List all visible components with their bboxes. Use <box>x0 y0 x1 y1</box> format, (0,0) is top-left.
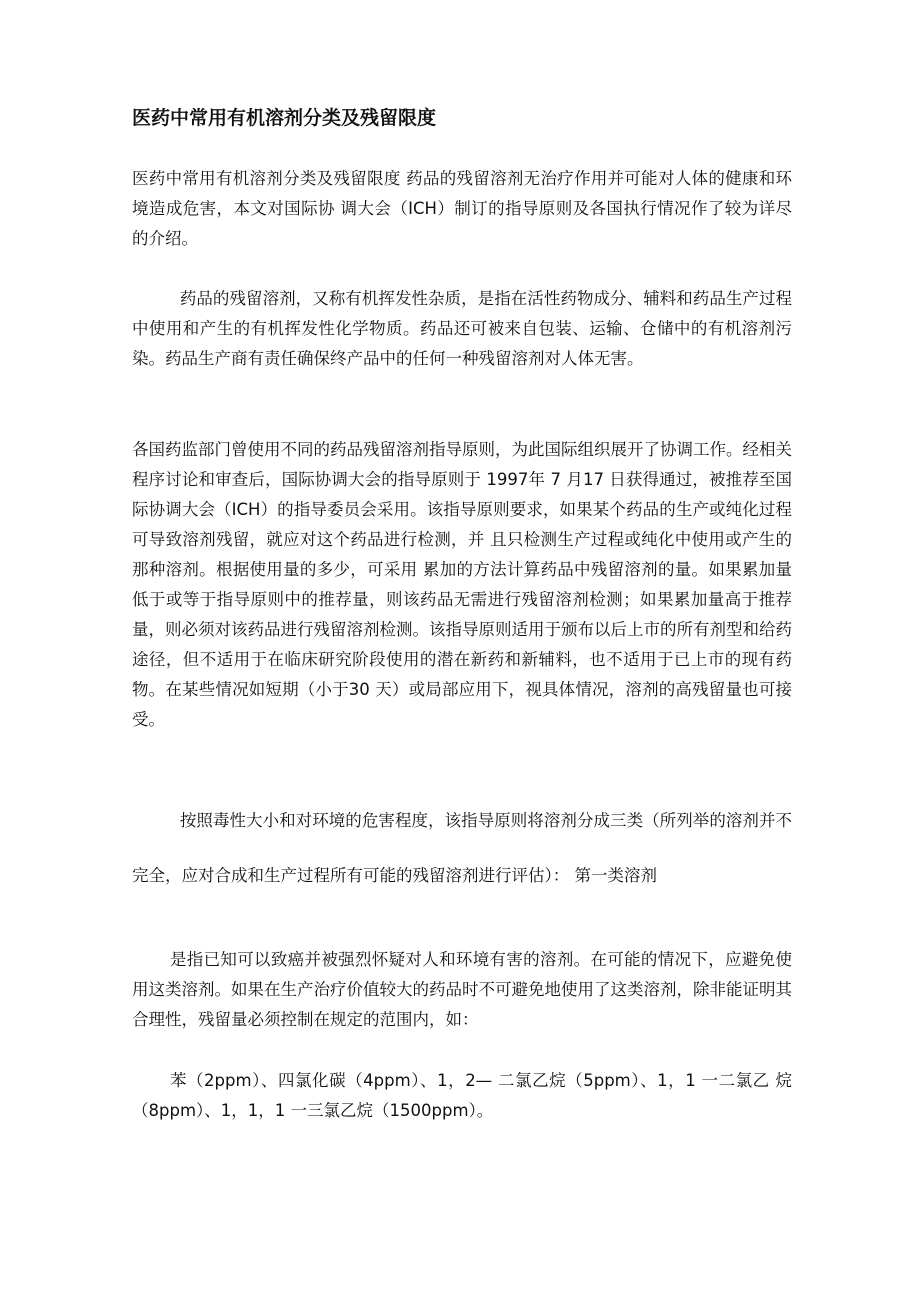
paragraph-classification: 按照毒性大小和对环境的危害程度，该指导原则将溶剂分成三类（所列举的溶剂并不完全，应对合成和生产过程所有可能的残留溶剂进行评估）： 第一类溶剂 <box>132 811 792 885</box>
paragraph-solvent-limits: 苯（2ppm）、四氯化碳（4ppm）、1，2— 二氯乙烷（5ppm）、1，1 一二氯乙 烷（8ppm）、1，1，1 一三氯乙烷（1500ppm）。 <box>132 1071 792 1120</box>
paragraph-intro: 医药中常用有机溶剂分类及残留限度 药品的残留溶剂无治疗作用并可能对人体的健康和环境造成危害，本文对国际协 调大会（ICH）制订的指导原则及各国执行情况作了较为详尽的介绍。 <box>132 169 792 248</box>
paragraph-class-one: 是指已知可以致癌并被强烈怀疑对人和环境有害的溶剂。在可能的情况下，应避免使用这类溶剂。如果在生产治疗价值较大的药品时不可避免地使用了这类溶剂，除非能证明其合理性，残留量必须控制在规定的范围内，如： <box>132 950 792 1029</box>
document-title: 医药中常用有机溶剂分类及残留限度 <box>132 107 437 129</box>
paragraph-definition: 药品的残留溶剂，又称有机挥发性杂质，是指在活性药物成分、辅料和药品生产过程中使用和产生的有机挥发性化学物质。药品还可被来自包装、运输、仓储中的有机溶剂污染。药品生产商有责任确保终产品中的任何一种残留溶剂对人体无害。 <box>132 289 792 368</box>
paragraph-ich-guideline: 各国药监部门曾使用不同的药品残留溶剂指导原则，为此国际组织展开了协调工作。经相关程序讨论和审查后，国际协调大会的指导原则于 1997年 7 月17 日获得通过，被推荐至国际协调大会（ICH）的指导委员会采用。该指导原则要求，如果某个药品的生产或纯化过程可导致溶剂残留，就应对这个药品进行检测，并 且只检测生产过程或纯化中使用或产生的那种溶剂。根据使用量的多少，可采用 累加的方法计算药品中残留溶剂的量。如果累加量低于或等于指导原则中的推荐量，则该药品无需进行残留溶剂检测；如果累加量高于推荐量，则必须对该药品进行残留溶剂检测。该指导原则适用于颁布以后上市的所有剂型和给药途径，但不适用于在临床研究阶段使用的潜在新药和新辅料，也不适用于已上市的现有药物。在某些情况如短期（小于30 天）或局部应用下，视具体情况，溶剂的高残留量也可接受。 <box>132 440 792 729</box>
